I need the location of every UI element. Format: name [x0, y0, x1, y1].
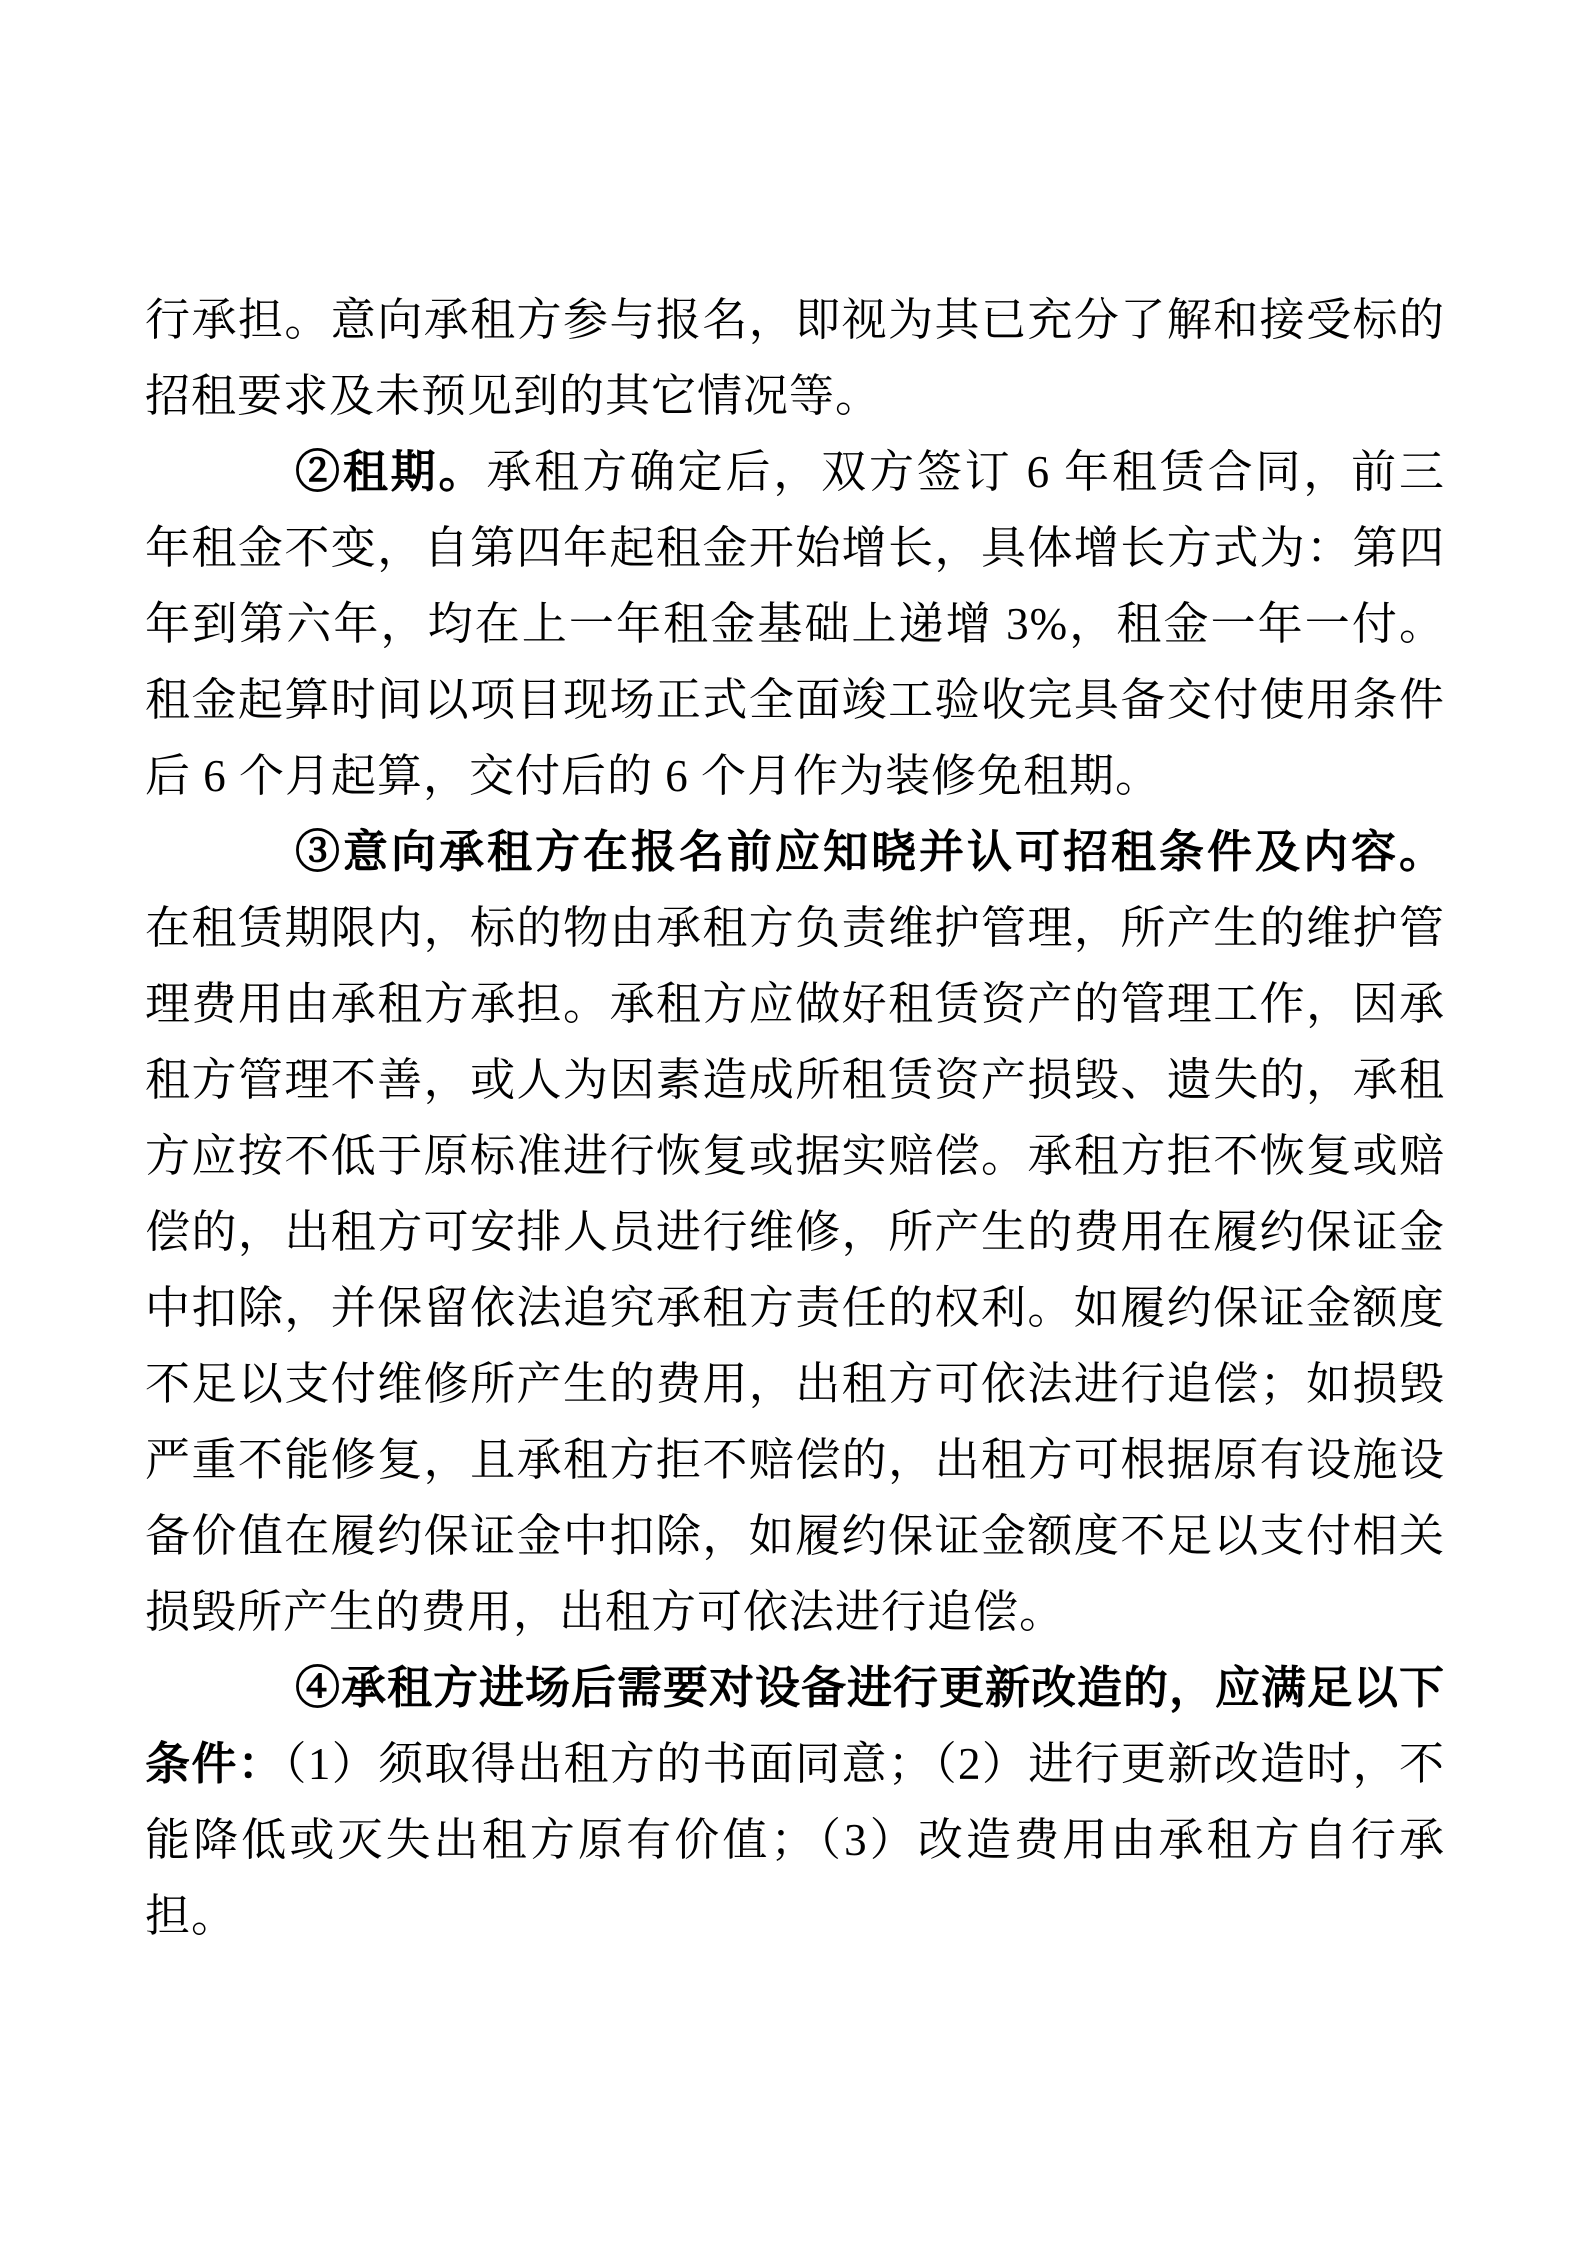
document-text-block — [145, 282, 1445, 1954]
paragraph-lead-bold-text: ②租期。 — [295, 447, 487, 497]
paragraph-text: （1）须取得出租方的书面同意；（2）进行更新改造时，不能降低或灭失出租方原有价值；（3）改造费用由承租方自行承担。 — [145, 1739, 1445, 1941]
paragraph-lead-bold-text: ④承租方进场后需要对设备进行更新改造的，应满足以下条件： — [145, 1663, 1446, 1789]
paragraph-lead-bold-text: ③意向承租方在报名前应知晓并认可招租条件及内容。 — [295, 827, 1445, 877]
paragraph-text: 承租方确定后，双方签订 6 年租赁合同，前三年租金不变，自第四年起租金开始增长，具体增长方式为：第四年到第六年，均在上一年租金基础上递增 3%，租金一年一付。租金起算时间以项目现场正式全面竣工验收完具备交付使用条件后 6 个月起算，交付后的 6 个月作为装修免租期。 — [145, 447, 1445, 801]
paragraph-maintenance-liability — [145, 814, 1445, 1650]
paragraph-text: 行承担。意向承租方参与报名，即视为其已充分了解和接受标的招租要求及未预见到的其它情况等。 — [145, 295, 1445, 421]
paragraph-obligation-continuation — [145, 282, 1445, 434]
paragraph-lease-term — [145, 434, 1445, 814]
paragraph-text: 在租赁期限内，标的物由承租方负责维护管理，所产生的维护管理费用由承租方承担。承租方应做好租赁资产的管理工作，因承租方管理不善，或人为因素造成所租赁资产损毁、遗失的，承租方应按不低于原标准进行恢复或据实赔偿。承租方拒不恢复或赔偿的，出租方可安排人员进行维修，所产生的费用在履约保证金中扣除，并保留依法追究承租方责任的权利。如履约保证金额度不足以支付维修所产生的费用，出租方可依法进行追偿；如损毁严重不能修复，且承租方拒不赔偿的，出租方可根据原有设施设备价值在履约保证金中扣除，如履约保证金额度不足以支付相关损毁所产生的费用，出租方可依法进行追偿。 — [145, 903, 1445, 1637]
paragraph-equipment-renovation — [145, 1650, 1445, 1954]
